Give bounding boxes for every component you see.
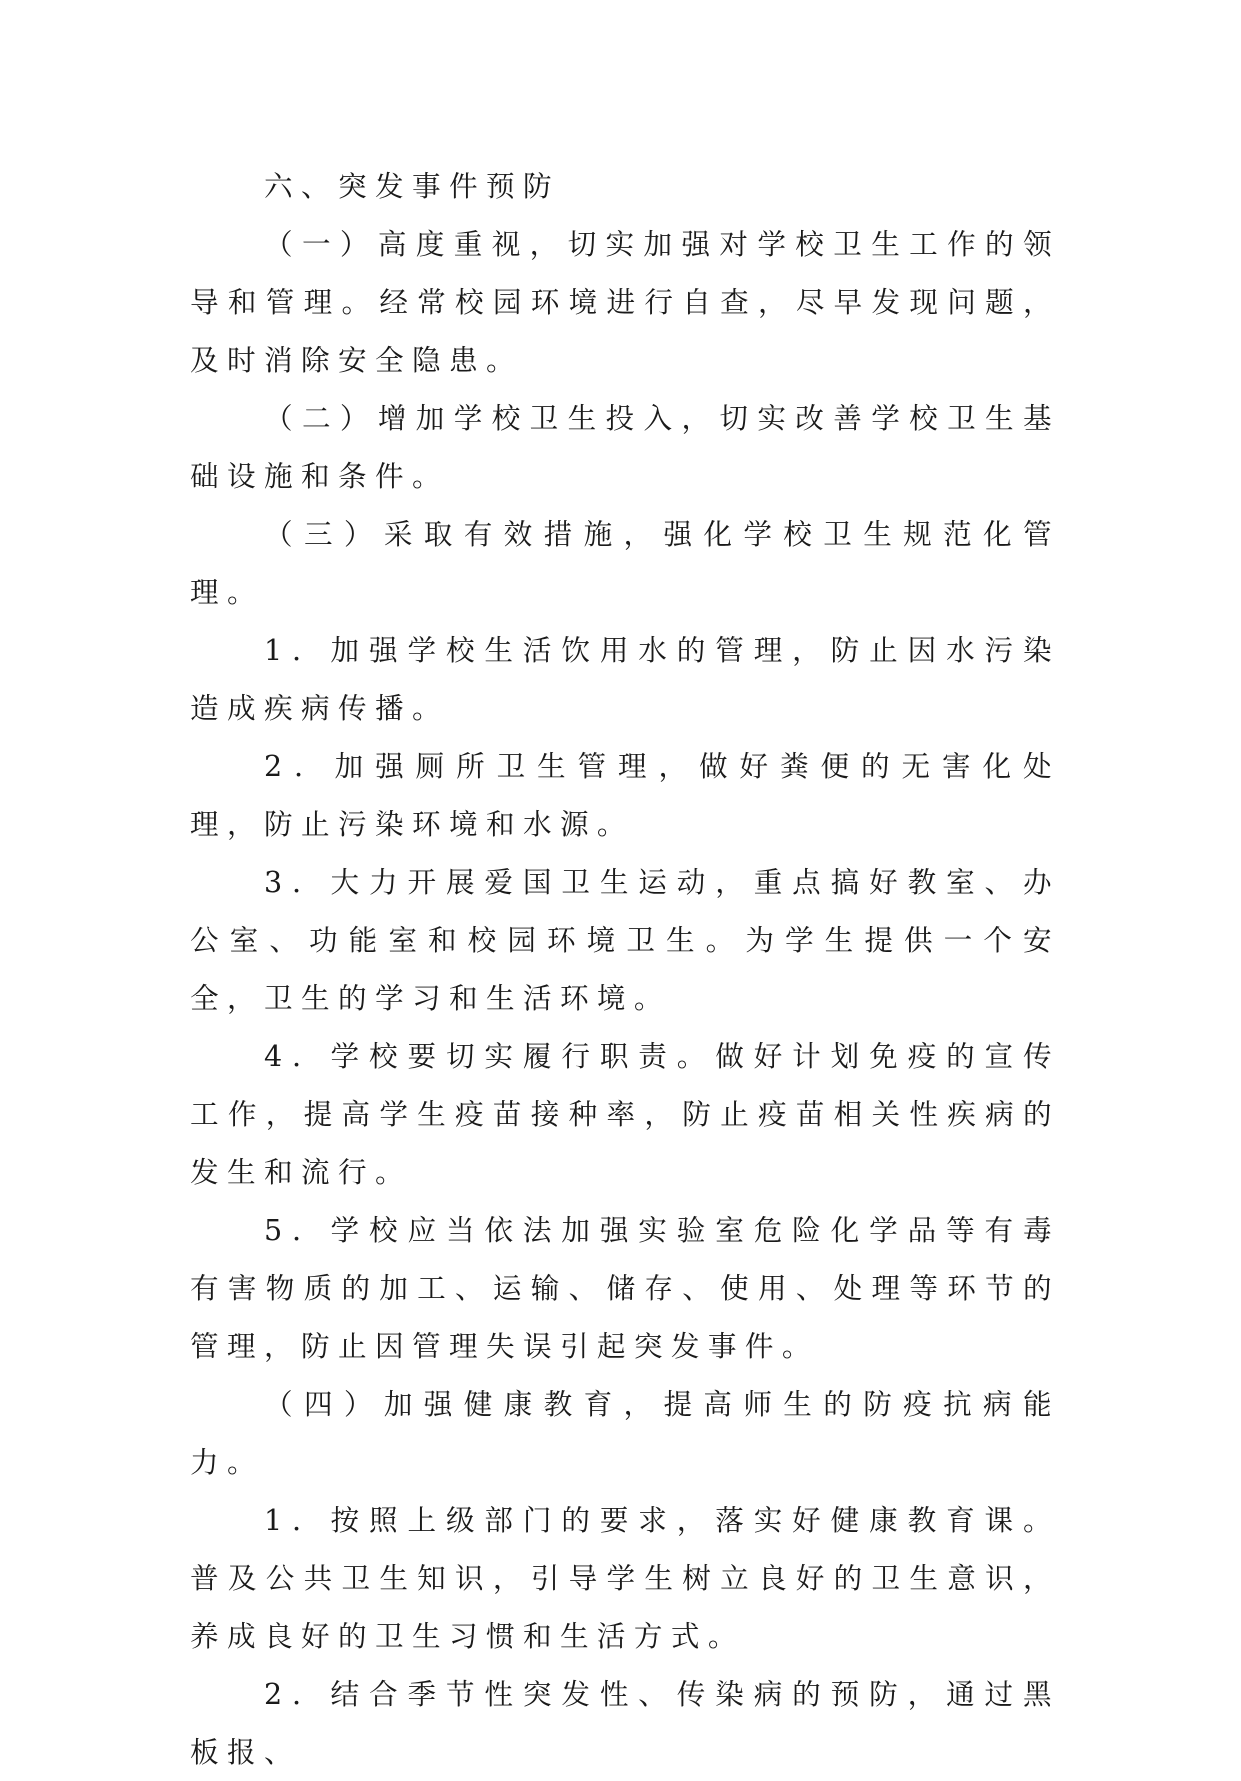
paragraph: （二）增加学校卫生投入，切实改善学校卫生基础设施和条件。 <box>190 401 1060 493</box>
paragraph: 4．学校要切实履行职责。做好计划免疫的宣传工作，提高学生疫苗接种率，防止疫苗相关性疾病的发生和流行。 <box>190 1039 1060 1189</box>
paragraph: 2．结合季节性突发性、传染病的预防，通过黑板报、 <box>190 1677 1060 1769</box>
section-heading: 六、突发事件预防 <box>264 169 560 203</box>
paragraph: （三）采取有效措施，强化学校卫生规范化管理。 <box>190 517 1060 609</box>
paragraph: 2．加强厕所卫生管理，做好粪便的无害化处理，防止污染环境和水源。 <box>190 749 1060 841</box>
document-body <box>190 157 1060 1781</box>
paragraph: 1．按照上级部门的要求，落实好健康教育课。普及公共卫生知识，引导学生树立良好的卫生意识，养成良好的卫生习惯和生活方式。 <box>190 1503 1060 1653</box>
paragraph: 5．学校应当依法加强实验室危险化学品等有毒有害物质的加工、运输、储存、使用、处理等环节的管理，防止因管理失误引起突发事件。 <box>190 1213 1060 1363</box>
paragraph: （四）加强健康教育，提高师生的防疫抗病能力。 <box>190 1387 1060 1479</box>
paragraph: （一）高度重视，切实加强对学校卫生工作的领导和管理。经常校园环境进行自查，尽早发现问题，及时消除安全隐患。 <box>190 227 1060 377</box>
paragraph: 3．大力开展爱国卫生运动，重点搞好教室、办公室、功能室和校园环境卫生。为学生提供一个安全，卫生的学习和生活环境。 <box>190 865 1060 1015</box>
paragraph: 1．加强学校生活饮用水的管理，防止因水污染造成疾病传播。 <box>190 633 1060 725</box>
